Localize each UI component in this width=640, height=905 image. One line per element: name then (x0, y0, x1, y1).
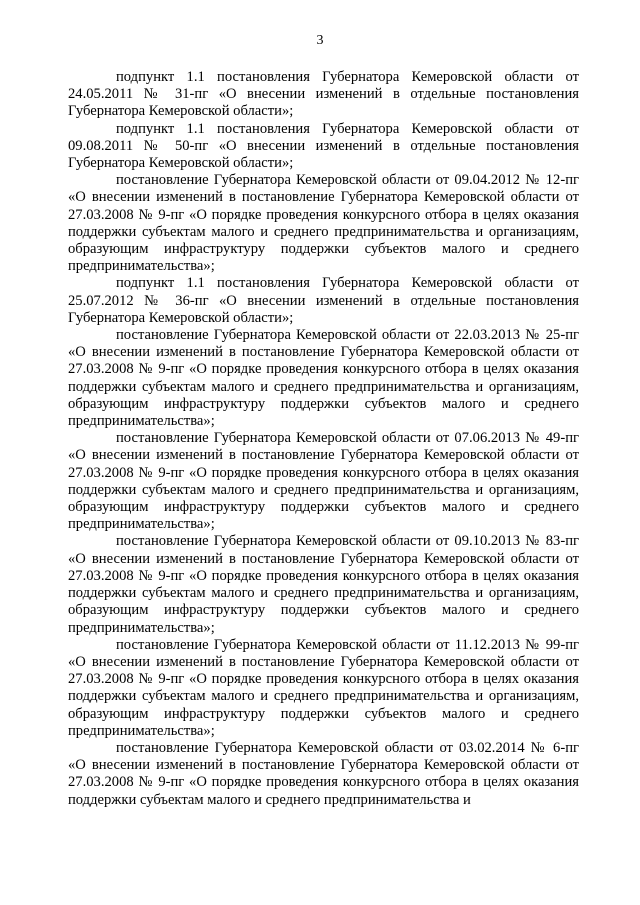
paragraph: постановление Губернатора Кемеровской области от 03.02.2014 № 6-пг «О внесении изменений в постановление Губернатора Кемеровской области от 27.03.2008 № 9-пг «О порядке проведения конкурсного отбора в целях оказания поддержки субъектам малого и среднего предпринимательства и (68, 739, 579, 808)
paragraph: подпункт 1.1 постановления Губернатора Кемеровской области от 25.07.2012 № 36-пг «О внесении изменений в отдельные постановления Губернатора Кемеровской области»; (68, 275, 579, 326)
paragraph: подпункт 1.1 постановления Губернатора Кемеровской области от 24.05.2011 № 31-пг «О внесении изменений в отдельные постановления Губернатора Кемеровской области»; (68, 69, 579, 120)
paragraph: постановление Губернатора Кемеровской области от 07.06.2013 № 49-пг «О внесении изменений в постановление Губернатора Кемеровской области от 27.03.2008 № 9-пг «О порядке проведения конкурсного отбора в целях оказания поддержки субъектам малого и среднего предпринимательства и организациям, образующим инфраструктуру поддержки субъектов малого и среднего предпринимательства»; (68, 430, 579, 533)
paragraph: постановление Губернатора Кемеровской области от 22.03.2013 № 25-пг «О внесении изменений в постановление Губернатора Кемеровской области от 27.03.2008 № 9-пг «О порядке проведения конкурсного отбора в целях оказания поддержки субъектам малого и среднего предпринимательства и организациям, образующим инфраструктуру поддержки субъектов малого и среднего предпринимательства»; (68, 327, 579, 430)
paragraph: подпункт 1.1 постановления Губернатора Кемеровской области от 09.08.2011 № 50-пг «О внесении изменений в отдельные постановления Губернатора Кемеровской области»; (68, 120, 579, 172)
page-number: 3 (316, 33, 324, 48)
paragraph: постановление Губернатора Кемеровской области от 09.04.2012 № 12-пг «О внесении изменений в постановление Губернатора Кемеровской области от 27.03.2008 № 9-пг «О порядке проведения конкурсного отбора в целях оказания поддержки субъектам малого и среднего предпринимательства и организациям, образующим инфраструктуру поддержки субъектов малого и среднего предпринимательства»; (68, 172, 579, 275)
document-body (68, 69, 579, 809)
paragraph: постановление Губернатора Кемеровской области от 11.12.2013 № 99-пг «О внесении изменений в постановление Губернатора Кемеровской области от 27.03.2008 № 9-пг «О порядке проведения конкурсного отбора в целях оказания поддержки субъектам малого и среднего предпринимательства и организациям, образующим инфраструктуру поддержки субъектов малого и среднего предпринимательства»; (68, 636, 579, 739)
paragraph: постановление Губернатора Кемеровской области от 09.10.2013 № 83-пг «О внесении изменений в постановление Губернатора Кемеровской области от 27.03.2008 № 9-пг «О порядке проведения конкурсного отбора в целях оказания поддержки субъектам малого и среднего предпринимательства и организациям, образующим инфраструктуру поддержки субъектов малого и среднего предпринимательства»; (68, 533, 579, 636)
